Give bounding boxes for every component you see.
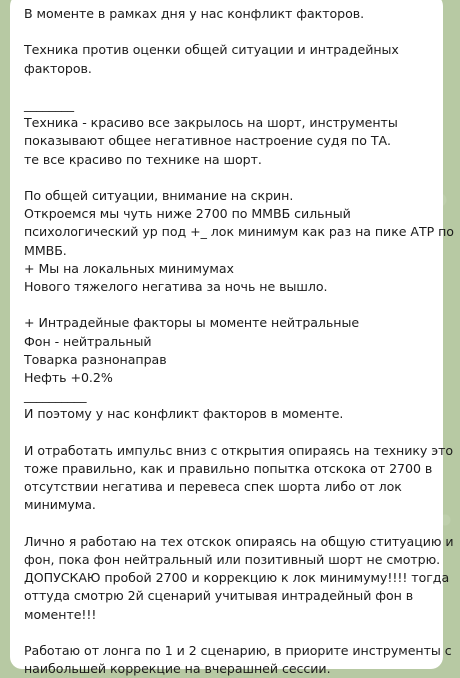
message-line: Откроемся мы чуть ниже 2700 по ММВБ сильный <box>24 206 351 222</box>
message-line: моменте!!! <box>24 606 97 622</box>
message-line: психологический ур под +_ лок минимум как раз на пике АТР по <box>24 224 454 240</box>
message-line: Техника против оценки общей ситуации и интрадейных <box>24 42 399 58</box>
paragraph-gap <box>24 296 435 314</box>
message-line: Товарка разнонаправ <box>24 351 167 367</box>
message-text <box>24 5 454 678</box>
message-line: Нового тяжелого негатива за ночь не вышло. <box>24 279 328 294</box>
message-line: минимума. <box>24 497 96 513</box>
message-line: тоже правильно, как и правильно попытка отскока от 2700 в <box>24 461 433 476</box>
message-line: По общей ситуации, внимание на скрин. <box>24 187 294 203</box>
message-line: ММВБ. <box>24 242 67 258</box>
message-line: Работаю от лонга по 1 и 2 сценарию, в приорите инструменты с <box>24 643 452 658</box>
message-line: отсутствии негатива и перевеса спек шорта либо от лок <box>24 479 402 495</box>
message-line: факторов. <box>24 60 92 76</box>
message-line: И поэтому у нас конфликт факторов в моменте. <box>24 406 344 422</box>
paragraph-gap <box>24 624 435 642</box>
message-bubble <box>10 0 454 677</box>
message-line: + Интрадейные факторы ы моменте нейтральные <box>24 315 360 331</box>
message-line: Нефть +0.2% <box>24 370 113 385</box>
message-line: те все красиво по технике на шорт. <box>24 151 262 167</box>
message-line: ДОПУСКАЮ пробой 2700 и коррекцию к лок минимуму!!!! тогда <box>24 570 450 586</box>
message-line: Техника - красиво все закрылось на шорт, инструменты <box>24 115 398 131</box>
message-line: ________ <box>24 96 74 112</box>
message-line: В моменте в рамках дня у нас конфликт факторов. <box>24 6 365 21</box>
message-line: __________ <box>24 388 87 404</box>
paragraph-gap <box>24 169 435 187</box>
paragraph-gap <box>24 78 435 96</box>
message-line: + Мы на локальных минимумах <box>24 260 234 276</box>
message-line: наибольшей коррекцие на вчерашней сессии. <box>24 661 331 677</box>
message-line: фон, пока фон нейтральный или позитивный шорт не смотрю. <box>24 552 441 567</box>
paragraph-gap <box>24 515 435 533</box>
paragraph-gap <box>24 23 435 41</box>
message-line: И отработать импульс вниз с открытия опираясь на технику это <box>24 442 454 458</box>
message-line: Фон - нейтральный <box>24 333 152 349</box>
message-line: Лично я работаю на тех отскок опираясь на общую ституацию и <box>24 533 454 549</box>
message-line: оттуда смотрю 2й сценарий учитывая интрадейный фон в <box>24 588 414 604</box>
paragraph-gap <box>24 424 435 442</box>
message-line: показывают общее негативное настроение судя по ТА. <box>24 133 392 149</box>
